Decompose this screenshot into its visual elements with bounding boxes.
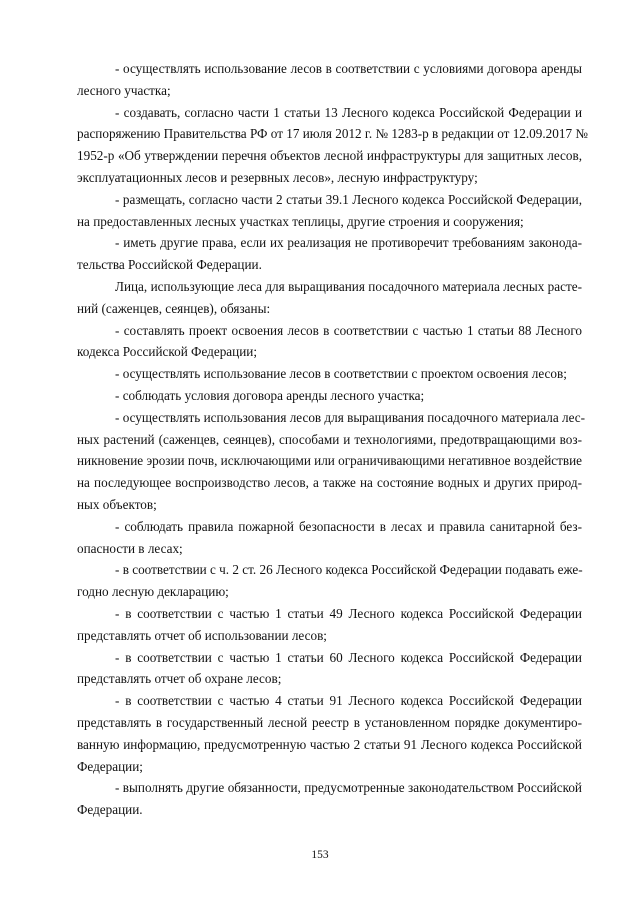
text-line: - соблюдать правила пожарной безопасности в лесах и правила санитарной без- (115, 518, 582, 534)
text-line: 1952-р «Об утверждении перечня объектов лесной инфраструктуры для защитных лесов, (77, 148, 582, 164)
text-line: Федерации; (77, 758, 143, 774)
text-line: - создавать, согласно части 1 статьи 13 Лесного кодекса Российской Федерации и (115, 104, 582, 120)
text-line: Федерации. (77, 802, 143, 818)
text-line: - осуществлять использования лесов для выращивания посадочного материала лес- (115, 409, 586, 425)
text-line: кодекса Российской Федерации; (77, 344, 257, 360)
text-line: - в соответствии с ч. 2 ст. 26 Лесного кодекса Российской Федерации подавать еже- (115, 562, 583, 578)
text-line: - осуществлять использование лесов в соответствии с проектом освоения лесов; (115, 366, 567, 382)
text-line: - соблюдать условия договора аренды лесного участка; (115, 387, 425, 403)
text-line: ний (саженцев, сеянцев), обязаны: (77, 300, 271, 316)
text-line: Лица, использующие леса для выращивания посадочного материала лесных расте- (115, 278, 582, 294)
text-line: - размещать, согласно части 2 статьи 39.1 Лесного кодекса Российской Федерации, (115, 191, 582, 207)
text-line: лесного участка; (77, 82, 171, 98)
page-number: 153 (311, 849, 329, 861)
text-line: эксплуатационных лесов и резервных лесов», лесную инфраструктуру; (77, 169, 478, 185)
text-line: ных растений (саженцев, сеянцев), способами и технологиями, предотвращающими воз- (77, 431, 582, 447)
text-line: тельства Российской Федерации. (77, 257, 262, 273)
text-line: - осуществлять использование лесов в соответствии с условиями договора аренды (115, 61, 582, 76)
text-line: представлять отчет об охране лесов; (77, 671, 282, 687)
text-line: ванную информацию, предусмотренную частью 2 статьи 91 Лесного кодекса Российской (77, 736, 582, 752)
text-line: никновение эрозии почв, исключающими или ограничивающими негативное воздействие (77, 453, 582, 469)
text-line: - выполнять другие обязанности, предусмотренные законодательством Российской (115, 780, 582, 796)
text-line: опасности в лесах; (77, 540, 183, 556)
document-body (77, 58, 588, 821)
text-line: годно лесную декларацию; (77, 584, 229, 600)
text-line: представлять в государственный лесной реестр в установленном порядке документиро- (77, 714, 582, 730)
text-line: - иметь другие права, если их реализация не противоречит требованиям законода- (115, 235, 582, 251)
text-line: ных объектов; (77, 496, 157, 512)
text-line: распоряжению Правительства РФ от 17 июля 2012 г. № 1283-р в редакции от 12.09.2017 № (77, 126, 588, 142)
text-line: - в соответствии с частью 1 статьи 60 Лесного кодекса Российской Федерации (115, 649, 582, 665)
text-line: - в соответствии с частью 1 статьи 49 Лесного кодекса Российской Федерации (115, 605, 582, 621)
text-line: на последующее воспроизводство лесов, а также на состояние водных и других природ- (77, 475, 582, 491)
text-line: - составлять проект освоения лесов в соответствии с частью 1 статьи 88 Лесного (115, 322, 582, 338)
text-line: представлять отчет об использовании лесов; (77, 627, 327, 643)
text-line: - в соответствии с частью 4 статьи 91 Лесного кодекса Российской Федерации (115, 693, 582, 709)
text-line: на предоставленных лесных участках теплицы, другие строения и сооружения; (77, 213, 524, 229)
